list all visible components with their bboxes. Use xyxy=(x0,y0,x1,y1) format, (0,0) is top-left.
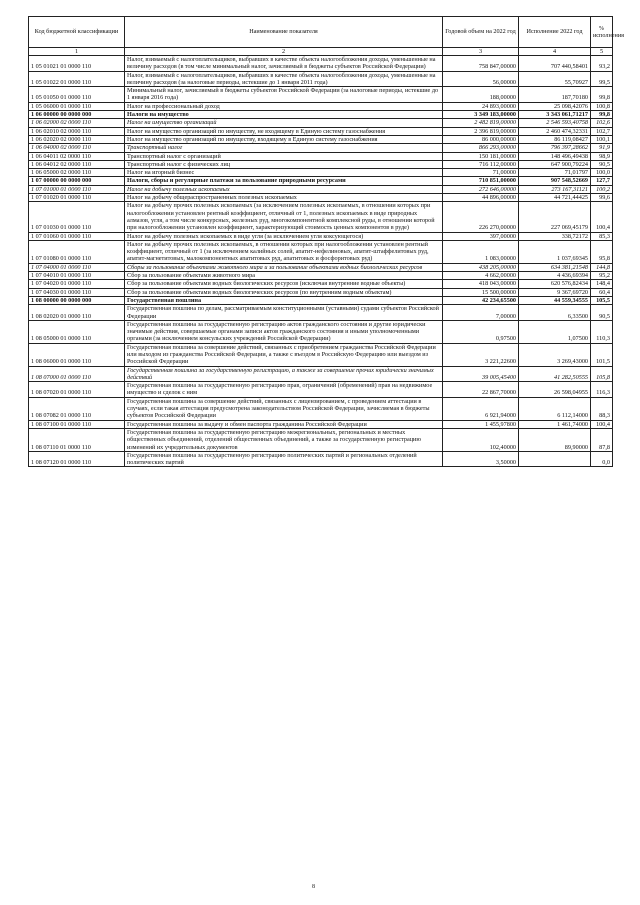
table-row xyxy=(29,202,613,232)
percent-cell: 116,3 xyxy=(591,382,613,398)
table-row xyxy=(29,160,613,168)
header-execution: Исполнение 2022 год xyxy=(519,17,591,48)
execution-value-cell: 2 546 593,40758 xyxy=(519,119,591,127)
code-cell: 1 07 04020 01 0000 110 xyxy=(29,280,125,288)
column-number: 2 xyxy=(125,48,443,56)
code-cell: 1 05 06000 01 0000 110 xyxy=(29,102,125,110)
annual-value-cell: 418 043,00000 xyxy=(443,280,519,288)
annual-value-cell: 1 083,00000 xyxy=(443,240,519,263)
execution-value-cell: 338,72172 xyxy=(519,232,591,240)
percent-cell: 95,2 xyxy=(591,272,613,280)
execution-value-cell: 86 119,08427 xyxy=(519,135,591,143)
percent-cell: 127,7 xyxy=(591,177,613,185)
execution-value-cell: 71,01797 xyxy=(519,169,591,177)
name-cell: Налог на добычу общераспространенных полезных ископаемых xyxy=(125,194,443,202)
code-cell: 1 05 01022 01 0000 110 xyxy=(29,71,125,87)
percent-cell: 105,5 xyxy=(591,296,613,304)
percent-cell: 98,9 xyxy=(591,152,613,160)
code-cell: 1 08 07110 01 0000 110 xyxy=(29,428,125,451)
percent-cell: 102,6 xyxy=(591,119,613,127)
annual-value-cell: 716 112,00000 xyxy=(443,160,519,168)
name-cell: Сборы за пользование объектами животного мира и за пользование объектами водных биологических ресурсов xyxy=(125,263,443,271)
table-row xyxy=(29,177,613,185)
name-cell: Государственная пошлина за государственную регистрацию, а также за совершение прочих юридически значимых действий xyxy=(125,366,443,382)
execution-value-cell: 41 282,50555 xyxy=(519,366,591,382)
table-row xyxy=(29,320,613,343)
table-row xyxy=(29,232,613,240)
table-row xyxy=(29,144,613,152)
name-cell: Налог, взимаемый с налогоплательщиков, выбравших в качестве объекта налогообложения доходы, уменьшенные на величину расходов (в том числе минимальный налог, зачисляемый в бюджеты субъектов Российской Федерации) xyxy=(125,56,443,72)
percent-cell: 100,1 xyxy=(591,135,613,143)
name-cell: Налог на игорный бизнес xyxy=(125,169,443,177)
execution-value-cell: 26 598,04955 xyxy=(519,382,591,398)
percent-cell: 99,8 xyxy=(591,87,613,103)
table-row xyxy=(29,102,613,110)
annual-value-cell: 71,00000 xyxy=(443,169,519,177)
name-cell: Налоги, сборы и регулярные платежи за пользование природными ресурсами xyxy=(125,177,443,185)
table-row xyxy=(29,56,613,72)
name-cell: Государственная пошлина за совершение действий, связанных с лицензированием, с проведением аттестации в случаях, если такая аттестация предусмотрена законодательством Российской Федерации, зачисляемая в бюджеты субъектов Российской Федерации xyxy=(125,397,443,420)
execution-value-cell: 707 440,58401 xyxy=(519,56,591,72)
table-row xyxy=(29,194,613,202)
table-row xyxy=(29,382,613,398)
code-cell: 1 07 00000 00 0000 000 xyxy=(29,177,125,185)
code-cell: 1 08 07020 01 0000 110 xyxy=(29,382,125,398)
percent-cell: 91,9 xyxy=(591,144,613,152)
table-row xyxy=(29,288,613,296)
code-cell: 1 08 07082 01 0000 110 xyxy=(29,397,125,420)
table-row xyxy=(29,343,613,366)
column-number: 4 xyxy=(519,48,591,56)
name-cell: Транспортный налог с организаций xyxy=(125,152,443,160)
table-row xyxy=(29,127,613,135)
percent-cell: 101,5 xyxy=(591,343,613,366)
table-row xyxy=(29,280,613,288)
code-cell: 1 08 02020 01 0000 110 xyxy=(29,305,125,321)
annual-value-cell: 86 000,00000 xyxy=(443,135,519,143)
name-cell: Налог на добычу прочих полезных ископаемых, в отношении которых при налогообложении установлен рентный коэффициент, отличный от 1 (за исключением калийных солей, апатит-нефелиновых, апатит-штаффелитовых руд, апатит-магнетитовых, малокомпонентных апатитовых руд, апатитовых и фосфоритовых руд) xyxy=(125,240,443,263)
percent-cell: 90,5 xyxy=(591,305,613,321)
execution-value-cell: 3 269,43000 xyxy=(519,343,591,366)
execution-value-cell: 148 496,49438 xyxy=(519,152,591,160)
annual-value-cell: 0,97500 xyxy=(443,320,519,343)
execution-value-cell: 620 576,82434 xyxy=(519,280,591,288)
code-cell: 1 08 07100 01 0000 110 xyxy=(29,420,125,428)
code-cell: 1 06 05000 02 0000 110 xyxy=(29,169,125,177)
name-cell: Налог на добычу прочих полезных ископаемых (за исключением полезных ископаемых, в отношении которых при налогообложении установлен рентный коэффициент, отличный от 1, полезных ископаемых в виде природных алмазов, угля, а том числе конкурсных, железных руд, многокомпонентной комплексной руды, в отношении которой при налогообложении установлен коэффициент, характеризующий стоимость ценных компонентов в руде) xyxy=(125,202,443,232)
table-row xyxy=(29,397,613,420)
name-cell: Сбор за пользование объектами животного мира xyxy=(125,272,443,280)
execution-value-cell: 25 098,42076 xyxy=(519,102,591,110)
percent-cell: 100,2 xyxy=(591,185,613,193)
annual-value-cell: 7,00000 xyxy=(443,305,519,321)
percent-cell: 102,7 xyxy=(591,127,613,135)
percent-cell: 0,0 xyxy=(591,451,613,467)
annual-value-cell: 758 847,00000 xyxy=(443,56,519,72)
execution-value-cell: 2 460 474,32331 xyxy=(519,127,591,135)
execution-value-cell xyxy=(519,451,591,467)
table-row xyxy=(29,451,613,467)
execution-value-cell: 187,70180 xyxy=(519,87,591,103)
percent-cell: 105,8 xyxy=(591,366,613,382)
name-cell: Транспортный налог xyxy=(125,144,443,152)
execution-value-cell: 647 900,79224 xyxy=(519,160,591,168)
table-row xyxy=(29,135,613,143)
annual-value-cell: 3,50000 xyxy=(443,451,519,467)
annual-value-cell: 39 005,45400 xyxy=(443,366,519,382)
header-code: Код бюджетной классификации xyxy=(29,17,125,48)
column-number: 3 xyxy=(443,48,519,56)
name-cell: Государственная пошлина за выдачу и обмен паспорта гражданина Российской Федерации xyxy=(125,420,443,428)
table-row xyxy=(29,263,613,271)
code-cell: 1 05 01050 01 0000 110 xyxy=(29,87,125,103)
table-row xyxy=(29,366,613,382)
name-cell: Налог на профессиональный доход xyxy=(125,102,443,110)
code-cell: 1 08 07120 01 0000 110 xyxy=(29,451,125,467)
annual-value-cell: 3 221,22600 xyxy=(443,343,519,366)
percent-cell: 87,8 xyxy=(591,428,613,451)
percent-cell: 88,3 xyxy=(591,397,613,420)
name-cell: Налог на имущество организаций xyxy=(125,119,443,127)
page-number: 8 xyxy=(312,884,315,890)
execution-value-cell: 55,70927 xyxy=(519,71,591,87)
table-row xyxy=(29,119,613,127)
execution-value-cell: 1 037,69345 xyxy=(519,240,591,263)
budget-table-sheet xyxy=(28,16,624,467)
percent-cell: 100,0 xyxy=(591,169,613,177)
code-cell: 1 06 00000 00 0000 000 xyxy=(29,111,125,119)
percent-cell: 148,4 xyxy=(591,280,613,288)
name-cell: Государственная пошлина за государственную регистрацию прав, ограничений (обременений) прав на недвижимое имущество и сделок с ним xyxy=(125,382,443,398)
table-row xyxy=(29,428,613,451)
name-cell: Транспортный налог с физических лиц xyxy=(125,160,443,168)
code-cell: 1 07 04030 01 0000 110 xyxy=(29,288,125,296)
annual-value-cell: 6 921,94000 xyxy=(443,397,519,420)
execution-value-cell: 1 461,74000 xyxy=(519,420,591,428)
annual-value-cell: 24 893,00000 xyxy=(443,102,519,110)
annual-value-cell: 397,00000 xyxy=(443,232,519,240)
percent-cell: 99,8 xyxy=(591,111,613,119)
annual-value-cell: 188,00000 xyxy=(443,87,519,103)
name-cell: Государственная пошлина за совершение действий, связанных с приобретением гражданства Российской Федерации или выходом из гражданства Российской Федерации, а также с въездом в Российскую Федерацию или выездом из Российской Федерации xyxy=(125,343,443,366)
execution-value-cell: 907 548,52669 xyxy=(519,177,591,185)
percent-cell: 100,4 xyxy=(591,202,613,232)
annual-value-cell: 15 500,00000 xyxy=(443,288,519,296)
code-cell: 1 06 04000 02 0000 110 xyxy=(29,144,125,152)
execution-value-cell: 227 069,45179 xyxy=(519,202,591,232)
name-cell: Сбор за пользование объектами водных биологических ресурсов (по внутренним водным объектам) xyxy=(125,288,443,296)
code-cell: 1 06 04012 02 0000 110 xyxy=(29,160,125,168)
annual-value-cell: 102,40000 xyxy=(443,428,519,451)
header-percent: % исполнения xyxy=(591,17,613,48)
annual-value-cell: 710 851,00000 xyxy=(443,177,519,185)
percent-cell: 93,2 xyxy=(591,56,613,72)
code-cell: 1 07 01080 01 0000 110 xyxy=(29,240,125,263)
code-cell: 1 06 04011 02 0000 110 xyxy=(29,152,125,160)
annual-value-cell: 150 181,00000 xyxy=(443,152,519,160)
column-number: 1 xyxy=(29,48,125,56)
annual-value-cell: 56,00000 xyxy=(443,71,519,87)
percent-cell: 100,8 xyxy=(591,102,613,110)
header-name: Наименование показателя xyxy=(125,17,443,48)
percent-cell: 100,4 xyxy=(591,420,613,428)
name-cell: Налог на добычу полезных ископаемых в виде угля (за исключением угля коксующегося) xyxy=(125,232,443,240)
execution-value-cell: 634 381,21548 xyxy=(519,263,591,271)
percent-cell: 99,6 xyxy=(591,194,613,202)
annual-value-cell: 2 482 819,00000 xyxy=(443,119,519,127)
execution-value-cell: 9 367,69720 xyxy=(519,288,591,296)
annual-value-cell: 44 896,00000 xyxy=(443,194,519,202)
execution-value-cell: 3 343 061,71217 xyxy=(519,111,591,119)
table-row xyxy=(29,240,613,263)
name-cell: Государственная пошлина xyxy=(125,296,443,304)
execution-value-cell: 4 436,69394 xyxy=(519,272,591,280)
code-cell: 1 05 01021 01 0000 110 xyxy=(29,56,125,72)
table-row xyxy=(29,296,613,304)
annual-value-cell: 2 396 819,00000 xyxy=(443,127,519,135)
annual-value-cell: 42 234,65500 xyxy=(443,296,519,304)
execution-value-cell: 6,33500 xyxy=(519,305,591,321)
name-cell: Сбор за пользование объектами водных биологических ресурсов (исключая внутренние водные объекты) xyxy=(125,280,443,288)
name-cell: Налог, взимаемый с налогоплательщиков, выбравших в качестве объекта налогообложения доходы, уменьшенные на величину расходов (за налоговые периоды, истекшие до 1 января 2011 года) xyxy=(125,71,443,87)
code-cell: 1 08 00000 00 0000 000 xyxy=(29,296,125,304)
execution-value-cell: 44 721,44425 xyxy=(519,194,591,202)
code-cell: 1 07 04010 01 0000 110 xyxy=(29,272,125,280)
name-cell: Государственная пошлина по делам, рассматриваемым конституционными (уставными) судами субъектов Российской Федерации xyxy=(125,305,443,321)
code-cell: 1 06 02010 02 0000 110 xyxy=(29,127,125,135)
code-cell: 1 06 02000 02 0000 110 xyxy=(29,119,125,127)
name-cell: Налоги на имущество xyxy=(125,111,443,119)
percent-cell: 90,5 xyxy=(591,160,613,168)
code-cell: 1 07 01020 01 0000 110 xyxy=(29,194,125,202)
table-row xyxy=(29,420,613,428)
execution-value-cell: 1,07500 xyxy=(519,320,591,343)
percent-cell: 60,4 xyxy=(591,288,613,296)
name-cell: Налог на имущество организаций по имуществу, не входящему в Единую систему газоснабжения xyxy=(125,127,443,135)
percent-cell: 99,5 xyxy=(591,71,613,87)
name-cell: Налог на имущество организаций по имуществу, входящему в Единую систему газоснабжения xyxy=(125,135,443,143)
column-number: 5 xyxy=(591,48,613,56)
annual-value-cell: 3 349 183,00000 xyxy=(443,111,519,119)
table-body xyxy=(29,56,613,467)
header-row xyxy=(29,17,613,48)
execution-value-cell: 6 112,14000 xyxy=(519,397,591,420)
table-row xyxy=(29,272,613,280)
table-row xyxy=(29,169,613,177)
execution-value-cell: 44 559,34555 xyxy=(519,296,591,304)
column-number-row xyxy=(29,48,613,56)
annual-value-cell: 226 270,00000 xyxy=(443,202,519,232)
percent-cell: 85,3 xyxy=(591,232,613,240)
execution-value-cell: 89,90000 xyxy=(519,428,591,451)
name-cell: Государственная пошлина за государственную регистрацию актов гражданского состояния и другие юридически значимые действия, совершаемые органами записи актов гражданского состояния и иными уполномоченными органами (за исключением консульских учреждений Российской Федерации) xyxy=(125,320,443,343)
percent-cell: 110,3 xyxy=(591,320,613,343)
table-row xyxy=(29,111,613,119)
code-cell: 1 07 01060 01 0000 110 xyxy=(29,232,125,240)
code-cell: 1 07 01030 01 0000 110 xyxy=(29,202,125,232)
execution-value-cell: 796 397,28662 xyxy=(519,144,591,152)
annual-value-cell: 4 662,00000 xyxy=(443,272,519,280)
table-row xyxy=(29,152,613,160)
name-cell: Государственная пошлина за государственную регистрацию политических партий и региональных отделений политических партий xyxy=(125,451,443,467)
table-row xyxy=(29,185,613,193)
table-row xyxy=(29,87,613,103)
name-cell: Налог на добычу полезных ископаемых xyxy=(125,185,443,193)
annual-value-cell: 22 867,70000 xyxy=(443,382,519,398)
annual-value-cell: 866 293,00000 xyxy=(443,144,519,152)
code-cell: 1 08 07000 01 0000 110 xyxy=(29,366,125,382)
header-annual: Годовой объем на 2022 год xyxy=(443,17,519,48)
table-row xyxy=(29,71,613,87)
name-cell: Государственная пошлина за государственную регистрацию межрегиональных, региональных и местных общественных объединений, отделений общественных объединений, а также за государственную регистрацию изменений их учредительных документов xyxy=(125,428,443,451)
annual-value-cell: 272 646,00000 xyxy=(443,185,519,193)
execution-value-cell: 273 167,31121 xyxy=(519,185,591,193)
percent-cell: 144,8 xyxy=(591,263,613,271)
code-cell: 1 07 04000 01 0000 110 xyxy=(29,263,125,271)
code-cell: 1 06 02020 02 0000 110 xyxy=(29,135,125,143)
budget-execution-table xyxy=(28,16,624,467)
annual-value-cell: 438 205,00000 xyxy=(443,263,519,271)
name-cell: Минимальный налог, зачисляемый в бюджеты субъектов Российской Федерации (за налоговые периоды, истекшие до 1 января 2016 года) xyxy=(125,87,443,103)
code-cell: 1 07 01000 01 0000 110 xyxy=(29,185,125,193)
code-cell: 1 08 05000 01 0000 110 xyxy=(29,320,125,343)
table-row xyxy=(29,305,613,321)
annual-value-cell: 1 455,97800 xyxy=(443,420,519,428)
code-cell: 1 08 06000 01 0000 110 xyxy=(29,343,125,366)
percent-cell: 95,8 xyxy=(591,240,613,263)
